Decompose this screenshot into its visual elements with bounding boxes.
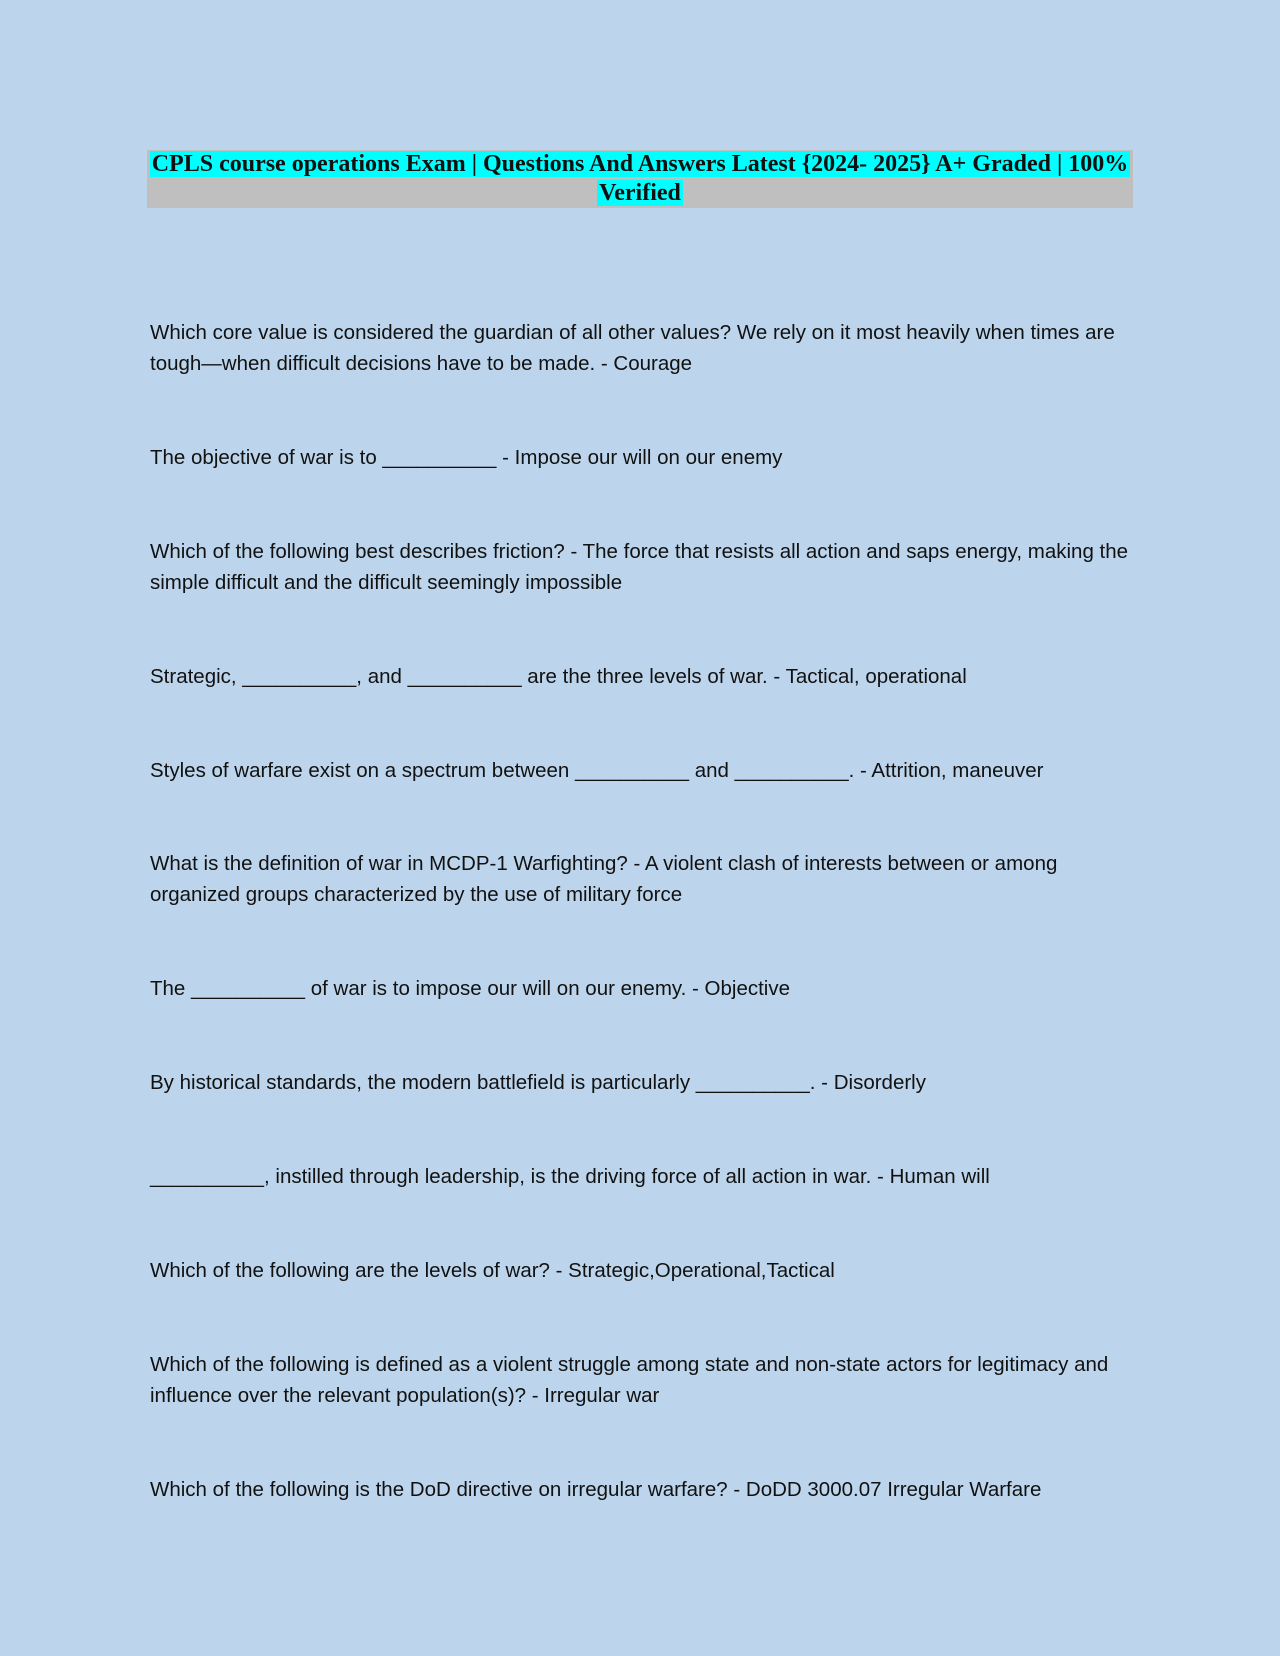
qa-item-4: Strategic, __________, and __________ are the three levels of war. - Tactical, operational [150,665,967,688]
qa-item-11: Which of the following is defined as a violent struggle among state and non-state actors for legitimacy and influence over the relevant population(s)? - Irregular war [150,1353,1109,1407]
qa-item-6: What is the definition of war in MCDP-1 Warfighting? - A violent clash of interests between or among organized groups characterized by the use of military force [150,852,1058,906]
document-title: CPLS course operations Exam | Questions And Answers Latest {2024- 2025} A+ Graded | 100% Verified [151,151,1129,206]
qa-item-5: Styles of warfare exist on a spectrum between __________ and __________. - Attrition, maneuver [150,759,1044,782]
document-title-band [147,150,1133,208]
qa-item-1: Which core value is considered the guardian of all other values? We rely on it most heavily when times are tough—when difficult decisions have to be made. - Courage [150,321,1115,375]
qa-item-10: Which of the following are the levels of war? - Strategic,Operational,Tactical [150,1259,835,1282]
qa-item-7: The __________ of war is to impose our will on our enemy. - Objective [150,977,791,1000]
qa-item-2: The objective of war is to __________ - Impose our will on our enemy [150,446,783,469]
qa-item-3: Which of the following best describes friction? - The force that resists all action and saps energy, making the simple difficult and the difficult seemingly impossible [150,540,1129,594]
qa-item-8: By historical standards, the modern battlefield is particularly __________. - Disorderly [150,1071,926,1094]
qa-item-9: __________, instilled through leadership, is the driving force of all action in war. - Human will [150,1165,990,1188]
qa-item-12: Which of the following is the DoD directive on irregular warfare? - DoDD 3000.07 Irregular Warfare [150,1478,1042,1501]
